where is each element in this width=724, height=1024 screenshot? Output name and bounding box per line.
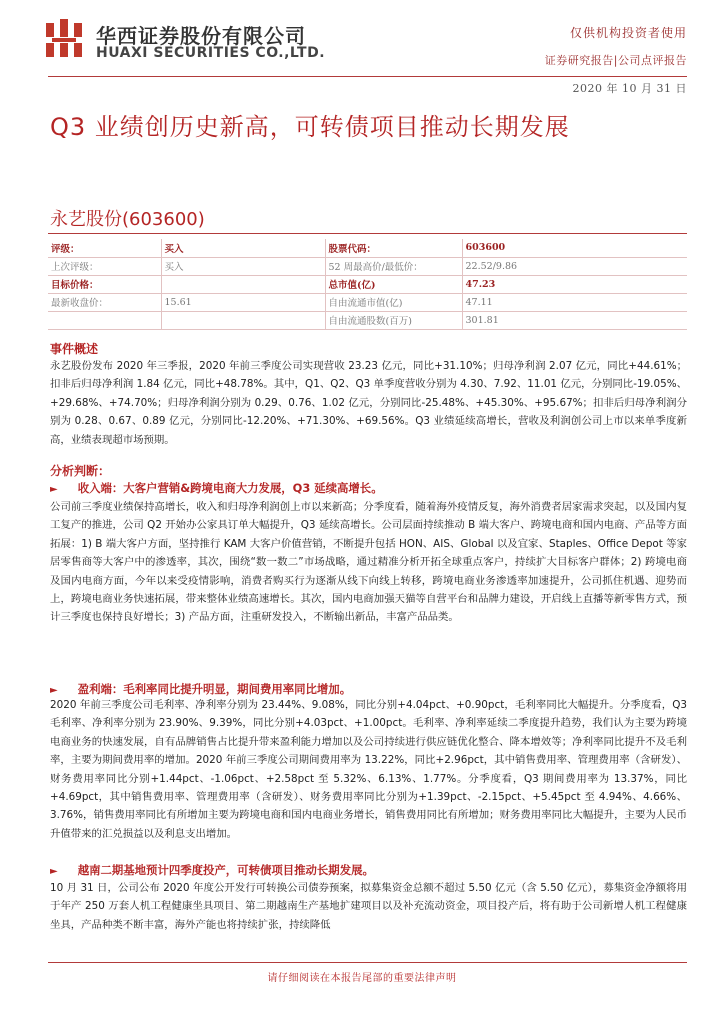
analysis-heading: 分析判断： (50, 464, 111, 478)
table-cell: 股票代码： (325, 239, 462, 257)
revenue-subheading-text: 收入端：大客户营销&跨境电商大力发展，Q3 延续高增长。 (77, 481, 383, 495)
table-row (48, 311, 687, 329)
event-paragraph: 永艺股份发布 2020 年三季报，2020 年前三季度公司实现营收 23.23 亿元，同比+31.10%；归母净利润 2.07 亿元，同比+44.61%；扣非后归母净利润 1.84 亿元，同比+48.78%。其中，Q1、Q2、Q3 单季度营收分别为 4.30、7.92、11.01 亿元，分别同比-19.05%、+29.68%、+74.70%；归母净利润分别为 0.29、0.76、1.02 亿元，分别同比-25.48%、+45.30%、+95.67%；扣非后归母净利润分别为 0.28、0.67、0.89 亿元，分别同比-12.20%、+71.30%、+69.56%。Q3 业绩延续高增长，营收及利润创公司上市以来单季度新高，业绩表现超市场预期。 (50, 360, 687, 446)
profit-paragraph: 2020 年前三季度公司毛利率、净利率分别为 23.44%、9.08%，同比分别+4.04pct、+0.90pct，毛利率同比大幅提升。分季度看，Q3 毛利率、净利率分别为 23.90%、9.39%，同比分别+4.03pct、+1.00pct。毛利率、净利率延续二季度提升趋势，我们认为主要为跨境电商业务的快速发展，自有品牌销售占比提升带来盈利能力增加以及公司持续进行供应链优化整合、降本增效等；净利率同比提升不及毛利率，主要为期间费用率的增加。2020 年前三季度公司期间费用率为 13.22%，同比+2.96pct，其中销售费用率、管理费用率（含研发）、财务费用率同比分别+1.44pct、-1.06pct、+2.58pct 至 5.32%、6.13%、1.77%。分季度看，Q3 期间费用率为 13.37%，同比+4.69pct，其中销售费用率、管理费用率（含研发）、财务费用率同比分别为+1.39pct、-2.15pct、+5.45pct 至 4.94%、4.66%、3.76%，销售费用率同比有所增加主要为跨境电商和国内电商业务增长，销售费用同比有所增加；财务费用率同比大幅提升，主要为人民币升值带来的汇兑损益以及利息支出增加。 (50, 699, 687, 840)
company-divider (48, 233, 687, 234)
profit-subheading (50, 681, 351, 697)
revenue-subheading (50, 480, 383, 496)
table-cell: 自由流通市值(亿) (325, 293, 462, 311)
revenue-paragraph: 公司前三季度业绩保持高增长，收入和归母净利润创上市以来新高；分季度看，随着海外疫情反复，海外消费者居家需求突起，以及国内复工复产的推进，公司 Q2 开始办公家具订单大幅提升，Q3 延续高增长。公司层面持续推动 B 端大客户、跨境电商和国内电商、产品等方面拓展：1) B 端大客户方面，坚持推行 KAM 大客户价值营销，不断提升包括 HON、AIS、Global 以及宜家、Staples、Office Depot 等家居零售商等大客户中的渗透率，其次，围绕“数一数二”市场战略，通过精准分析开拓全球重点客户，持续扩大目标客户群体；2) 跨境电商及国内电商方面，今年以来受疫情影响，消费者购买行为逐渐从线下向线上转移，跨境电商业务渗透率加速提升，公司抓住机遇、迎势而上，跨境电商业务快速拓展，带来整体业绩高速增长。其次，国内电商加强天猫等自营平台和品牌力建设，开启线上直播等新零售方式，预计三季度也保持良好增长；3) 产品方面，注重研发投入，不断输出新品，丰富产品品类。 (50, 501, 687, 624)
vietnam-subheading (50, 862, 374, 878)
table-cell: 最新收盘价： (48, 293, 161, 311)
table-cell: 买入 (161, 239, 325, 257)
table-row (48, 293, 687, 311)
vietnam-paragraph: 10 月 31 日，公司公布 2020 年度公开发行可转换公司债券预案，拟募集资金总额不超过 5.50 亿元（含 5.50 亿元），募集资金净额将用于年产 250 万套人机工程健康坐具项目、第二期越南生产基地扩建项目以及补充流动资金，项目投产后，将有助于公司新增人机工程健康坐具，产品种类不断丰富，海外产能也将持续扩张，持续降低 (50, 882, 687, 931)
header-divider (48, 76, 687, 77)
table-cell (161, 275, 325, 293)
profit-subheading-text: 盈利端：毛利率同比提升明显，期间费用率同比增加。 (77, 682, 352, 696)
bullet-triangle-icon: ► (50, 685, 58, 696)
table-row (48, 257, 687, 275)
table-cell: 301.81 (462, 311, 687, 329)
report-type: 证券研究报告|公司点评报告 (544, 54, 687, 67)
table-cell: 47.23 (462, 275, 687, 293)
table-cell: 目标价格： (48, 275, 161, 293)
stock-name: 永艺股份(603600) (50, 209, 205, 230)
rating-table (48, 239, 687, 330)
event-heading: 事件概述 (50, 342, 99, 356)
table-cell (161, 311, 325, 329)
company-name-en: HUAXI SECURITIES CO.,LTD. (96, 45, 326, 61)
table-cell: 603600 (462, 239, 687, 257)
table-row (48, 275, 687, 293)
huaxi-logo-icon (46, 19, 84, 59)
table-row (48, 239, 687, 257)
table-cell: 买入 (161, 257, 325, 275)
table-cell: 评级： (48, 239, 161, 257)
vietnam-subheading-text: 越南二期基地预计四季度投产，可转债项目推动长期发展。 (77, 863, 374, 877)
table-cell: 15.61 (161, 293, 325, 311)
footer-divider (48, 962, 687, 963)
table-cell: 上次评级： (48, 257, 161, 275)
table-cell: 47.11 (462, 293, 687, 311)
company-name-cn: 华西证券股份有限公司 (96, 24, 306, 48)
report-title: Q3 业绩创历史新高，可转债项目推动长期发展 (50, 113, 570, 141)
table-cell: 总市值(亿) (325, 275, 462, 293)
bullet-triangle-icon: ► (50, 866, 58, 877)
table-cell: 22.52/9.86 (462, 257, 687, 275)
report-date: 2020 年 10 月 31 日 (572, 82, 687, 95)
table-cell (48, 311, 161, 329)
audience-note: 仅供机构投资者使用 (569, 26, 687, 40)
table-cell: 52 周最高价/最低价： (325, 257, 462, 275)
legal-footer: 请仔细阅读在本报告尾部的重要法律声明 (267, 973, 457, 984)
table-cell: 自由流通股数(百万) (325, 311, 462, 329)
bullet-triangle-icon: ► (50, 484, 58, 495)
